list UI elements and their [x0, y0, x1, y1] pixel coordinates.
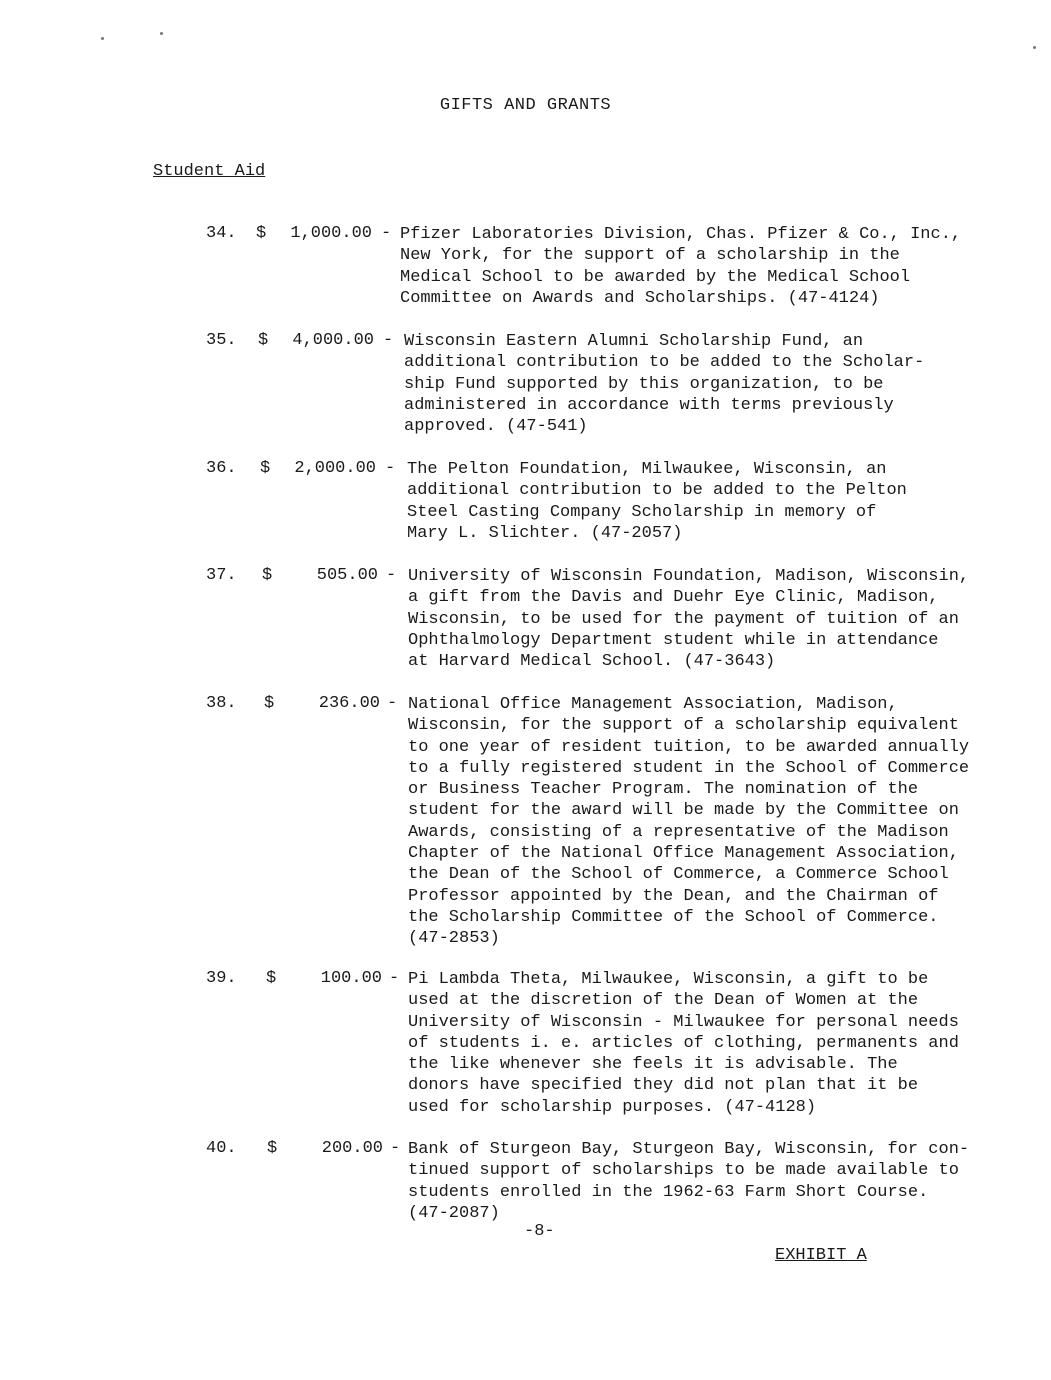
- exhibit-label: EXHIBIT A: [775, 1246, 867, 1265]
- page-number: -8-: [524, 1222, 555, 1241]
- description-line: donors have specified they did not plan that it be: [408, 1076, 919, 1096]
- description-line: Ophthalmology Department student while in attendance: [408, 630, 939, 650]
- description-line: Professor appointed by the Dean, and the Chairman of: [408, 886, 939, 906]
- entry-description: [404, 331, 1004, 437]
- entry-number: 39.: [206, 969, 237, 988]
- entry-separator: -: [383, 331, 394, 350]
- entry-number: 40.: [206, 1139, 237, 1158]
- description-line: to one year of resident tuition, to be awarded annually: [408, 737, 970, 757]
- description-line: The Pelton Foundation, Milwaukee, Wisconsin, an: [407, 460, 887, 479]
- entry-amount: 236.00: [318, 694, 380, 713]
- description-line: used for scholarship purposes. (47-4128): [408, 1097, 817, 1117]
- currency-symbol: $: [260, 459, 271, 478]
- description-line: at Harvard Medical School. (47-3643): [408, 652, 776, 672]
- entry-separator: -: [386, 566, 397, 585]
- entry-amount: 2,000.00: [294, 459, 376, 478]
- description-line: Wisconsin Eastern Alumni Scholarship Fund, an: [404, 332, 864, 351]
- entry-number: 37.: [206, 566, 237, 585]
- description-line: used at the discretion of the Dean of Women at the: [408, 991, 919, 1011]
- entry-number: 35.: [206, 331, 237, 350]
- entry-amount: 4,000.00: [292, 331, 374, 350]
- description-line: Wisconsin, to be used for the payment of tuition of an: [408, 609, 959, 629]
- scan-speck: [1033, 46, 1036, 49]
- entry-amount: 100.00: [320, 969, 382, 988]
- description-line: students enrolled in the 1962-63 Farm Short Course.: [408, 1182, 929, 1202]
- description-line: New York, for the support of a scholarship in the: [400, 246, 900, 266]
- entry-number: 38.: [206, 694, 237, 713]
- currency-symbol: $: [256, 224, 267, 243]
- description-line: the Dean of the School of Commerce, a Commerce School: [408, 865, 949, 885]
- page-title: GIFTS AND GRANTS: [439, 96, 612, 115]
- entry-amount: 505.00: [316, 566, 378, 585]
- description-line: additional contribution to be added to the Scholar-: [404, 353, 925, 373]
- description-line: ship Fund supported by this organization, to be: [404, 374, 884, 394]
- description-line: Committee on Awards and Scholarships. (47-4124): [400, 288, 880, 308]
- scan-speck: [160, 32, 163, 35]
- description-line: tinued support of scholarships to be made available to: [408, 1161, 959, 1181]
- entry-description: [400, 224, 1000, 309]
- description-line: of students i. e. articles of clothing, permanents and: [408, 1033, 959, 1053]
- description-line: University of Wisconsin Foundation, Madison, Wisconsin,: [408, 567, 970, 586]
- description-line: (47-2853): [408, 929, 500, 949]
- entry-description: [407, 459, 1007, 544]
- description-line: approved. (47-541): [404, 417, 588, 437]
- description-line: a gift from the Davis and Duehr Eye Clinic, Madison,: [408, 588, 939, 608]
- currency-symbol: $: [267, 1139, 278, 1158]
- description-line: student for the award will be made by the Committee on: [408, 801, 959, 821]
- entry-amount: 200.00: [321, 1139, 383, 1158]
- entry-separator: -: [381, 224, 392, 243]
- description-line: National Office Management Association, Madison,: [408, 695, 898, 714]
- currency-symbol: $: [262, 566, 273, 585]
- entry-number: 34.: [206, 224, 237, 243]
- description-line: Chapter of the National Office Management Association,: [408, 844, 959, 864]
- description-line: or Business Teacher Program. The nomination of the: [408, 780, 919, 800]
- entry-description: [408, 694, 1008, 950]
- entry-description: [408, 566, 1008, 672]
- description-line: Steel Casting Company Scholarship in memory of: [407, 502, 877, 522]
- description-line: Awards, consisting of a representative of the Madison: [408, 822, 949, 842]
- description-line: the like whenever she feels it is advisable. The: [408, 1055, 898, 1075]
- description-line: to a fully registered student in the School of Commerce: [408, 758, 970, 778]
- currency-symbol: $: [264, 694, 275, 713]
- entry-amount: 1,000.00: [290, 224, 372, 243]
- entry-separator: -: [387, 694, 398, 713]
- entry-number: 36.: [206, 459, 237, 478]
- description-line: Bank of Sturgeon Bay, Sturgeon Bay, Wisconsin, for con-: [408, 1140, 970, 1159]
- entry-separator: -: [390, 1139, 401, 1158]
- currency-symbol: $: [258, 331, 269, 350]
- description-line: (47-2087): [408, 1203, 500, 1223]
- description-line: Pfizer Laboratories Division, Chas. Pfizer & Co., Inc.,: [400, 225, 962, 244]
- description-line: administered in accordance with terms previously: [404, 395, 894, 415]
- description-line: additional contribution to be added to the Pelton: [407, 481, 907, 501]
- entry-description: [408, 969, 1008, 1118]
- scan-speck: [101, 37, 104, 40]
- description-line: University of Wisconsin - Milwaukee for personal needs: [408, 1012, 959, 1032]
- description-line: Mary L. Slichter. (47-2057): [407, 523, 683, 543]
- entry-separator: -: [385, 459, 396, 478]
- entry-separator: -: [389, 969, 400, 988]
- description-line: Pi Lambda Theta, Milwaukee, Wisconsin, a gift to be: [408, 970, 929, 989]
- description-line: Wisconsin, for the support of a scholarship equivalent: [408, 716, 959, 736]
- description-line: the Scholarship Committee of the School of Commerce.: [408, 907, 939, 927]
- description-line: Medical School to be awarded by the Medical School: [400, 267, 911, 287]
- section-heading: Student Aid: [153, 162, 266, 181]
- currency-symbol: $: [266, 969, 277, 988]
- entry-description: [408, 1139, 1008, 1224]
